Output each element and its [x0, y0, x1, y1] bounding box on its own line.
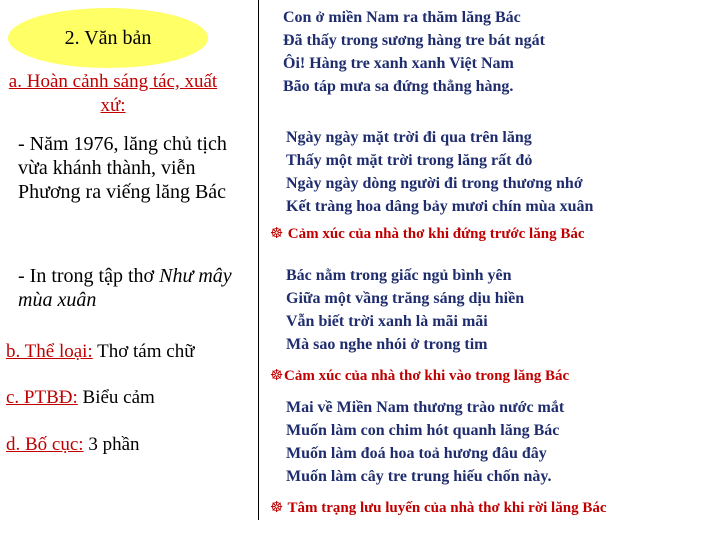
poem-line: Muốn làm đoá hoa toả hương đâu đây — [286, 445, 547, 462]
poem-line: Muốn làm cây tre trung hiếu chốn này. — [286, 468, 552, 485]
wheel-icon: ☸ — [270, 226, 284, 242]
note-1 — [270, 224, 715, 243]
poem-stanza-1 — [283, 6, 713, 98]
label-b-row — [6, 340, 258, 364]
poem-line: Muốn làm con chim hót quanh lăng Bác — [286, 422, 560, 439]
poem-line: Vẫn biết trời xanh là mãi mãi — [286, 313, 488, 330]
wheel-icon: ☸ — [270, 368, 284, 384]
poem-line: Bác nằm trong giấc ngủ bình yên — [286, 267, 512, 284]
point-a1: - Năm 1976, lăng chủ tịch vừa khánh thành, viễn Phương ra viếng lăng Bác — [18, 133, 227, 203]
poem-line: Thấy một mặt trời trong lăng rất đỏ — [286, 152, 533, 169]
poem-line: Bão táp mưa sa đứng thẳng hàng. — [283, 78, 514, 95]
note-2-text: Cảm xúc của nhà thơ khi vào trong lăng Bác — [284, 368, 570, 384]
poem-line: Đã thấy trong sương hàng tre bát ngát — [283, 32, 545, 49]
poem-stanza-3 — [286, 264, 716, 356]
label-d: d. Bố cục: — [6, 434, 84, 455]
poem-line: Kết tràng hoa dâng bảy mươi chín mùa xuân — [286, 198, 594, 215]
poem-line: Mà sao nghe nhói ở trong tim — [286, 336, 488, 353]
poem-line: Ngày ngày mặt trời đi qua trên lăng — [286, 129, 532, 146]
column-divider — [258, 0, 259, 520]
label-d-row — [6, 433, 256, 457]
note-3 — [270, 498, 715, 517]
poem-line: Ngày ngày dòng người đi trong thương nhớ — [286, 175, 583, 192]
section-title: 2. Văn bản — [64, 26, 152, 49]
poem-stanza-2 — [286, 126, 716, 218]
value-b: Thơ tám chữ — [92, 341, 195, 362]
value-c: Biểu cảm — [77, 387, 155, 408]
poem-line: Mai về Miền Nam thương trào nước mắt — [286, 399, 565, 416]
poem-line: Giữa một vầng trăng sáng dịu hiền — [286, 290, 525, 307]
note-3-text: Tâm trạng lưu luyến của nhà thơ khi rời lăng Bác — [287, 500, 607, 516]
label-a: a. Hoàn cảnh sáng tác, xuất xứ: — [8, 71, 218, 116]
label-c: c. PTBĐ: — [6, 387, 78, 408]
section-title-oval — [8, 8, 208, 68]
label-c-row — [6, 386, 256, 410]
point-a2 — [18, 264, 246, 312]
value-d: 3 phần — [83, 434, 140, 455]
point-a2-prefix: - In trong tập thơ — [18, 265, 160, 287]
poem-line: Ôi! Hàng tre xanh xanh Việt Nam — [283, 55, 514, 72]
note-2 — [270, 366, 715, 385]
poem-line: Con ở miền Nam ra thăm lăng Bác — [283, 9, 521, 26]
label-b: b. Thể loại: — [6, 341, 93, 362]
note-1-text: Cảm xúc của nhà thơ khi đứng trước lăng Bác — [287, 226, 585, 242]
wheel-icon: ☸ — [270, 500, 284, 516]
poetry-collection-title: Như mây mùa xuân — [18, 265, 232, 311]
poem-stanza-4 — [286, 396, 716, 488]
